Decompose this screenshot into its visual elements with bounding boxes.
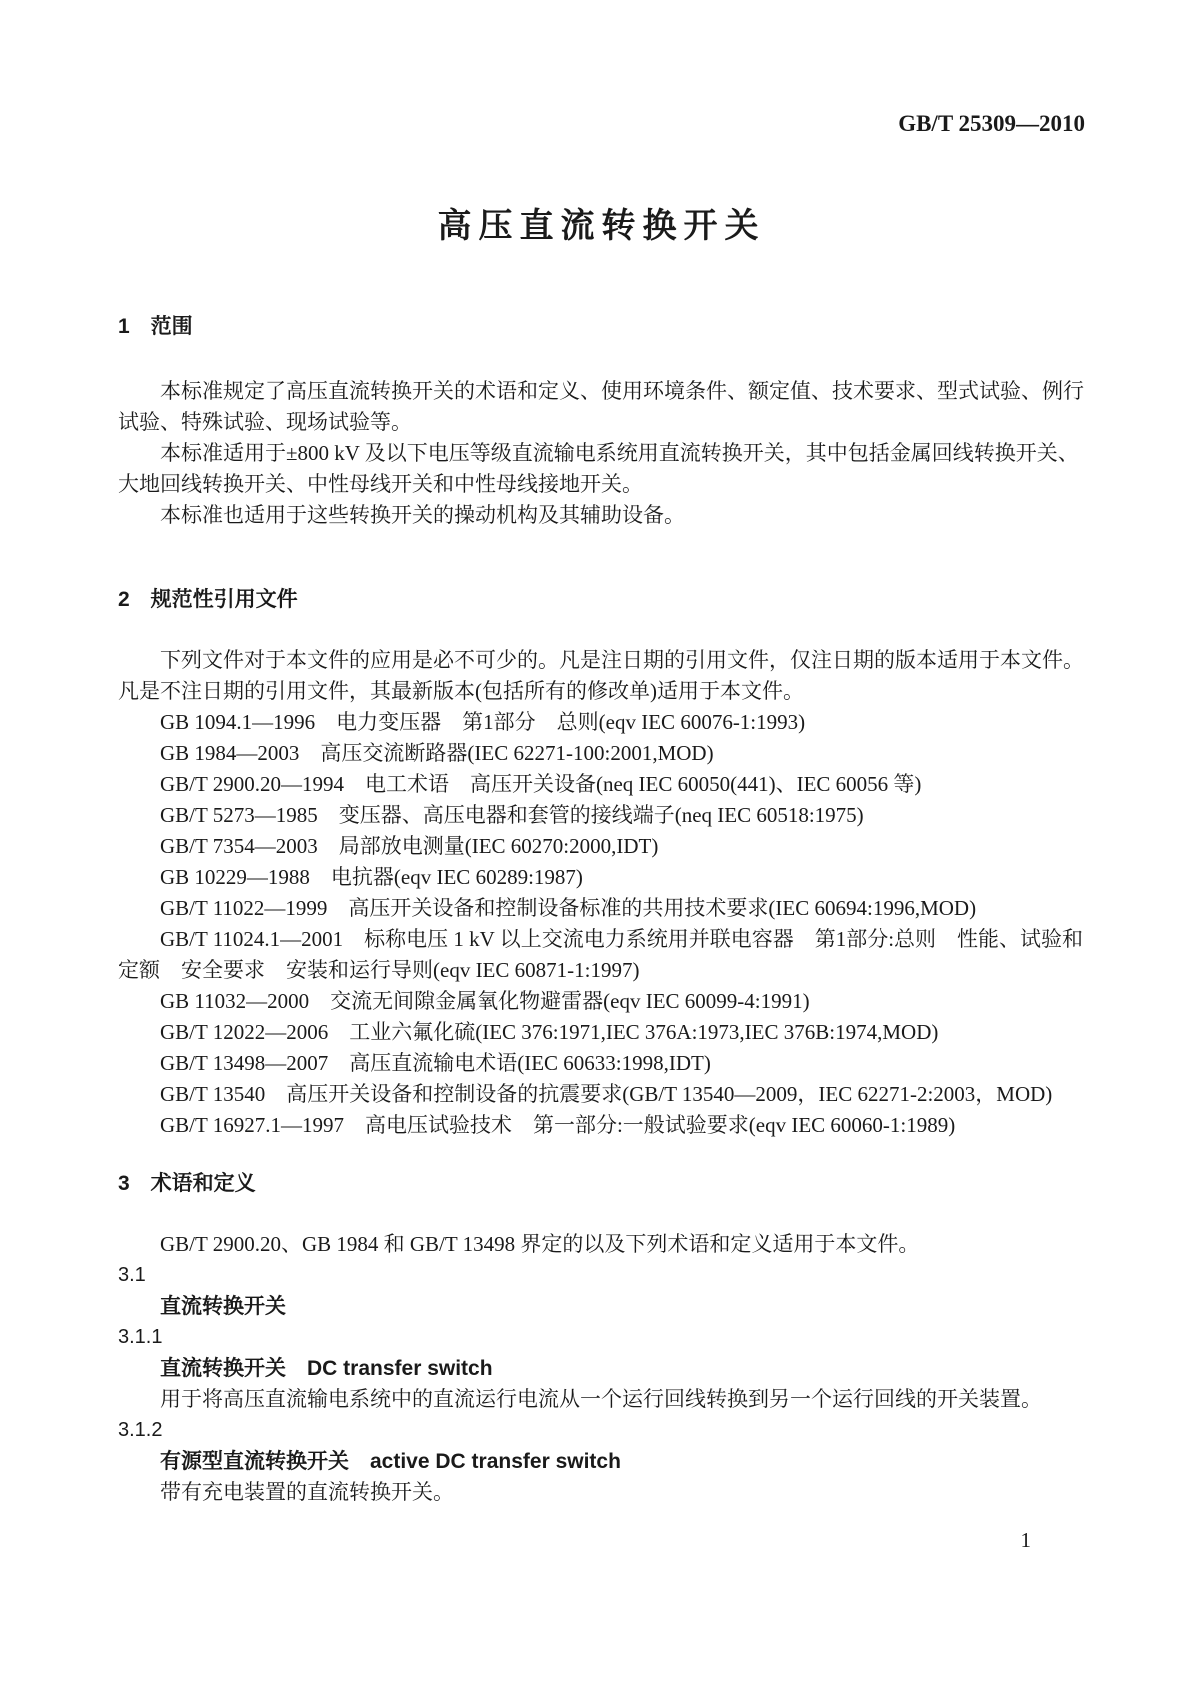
section-1-body — [118, 376, 1085, 531]
section-1-heading: 1 范围 — [118, 315, 193, 338]
reference-item: GB/T 13540 高压开关设备和控制设备的抗震要求(GB/T 13540—2009，IEC 62271-2:2003，MOD) — [160, 1082, 1053, 1106]
reference-item: GB/T 5273—1985 变压器、高压电器和套管的接线端子(neq IEC 60518:1975) — [160, 803, 864, 827]
reference-item: GB/T 16927.1—1997 高电压试验技术 第一部分:一般试验要求(eqv IEC 60060-1:1989) — [160, 1113, 956, 1137]
term-entry — [118, 1260, 1085, 1322]
terms-intro: GB/T 2900.20、GB 1984 和 GB/T 13498 界定的以及下列术语和定义适用于本文件。 — [160, 1232, 920, 1256]
scope-paragraph: 本标准也适用于这些转换开关的操动机构及其辅助设备。 — [160, 503, 685, 527]
reference-item: GB 1094.1—1996 电力变压器 第1部分 总则(eqv IEC 60076-1:1993) — [160, 710, 806, 734]
standard-doc-code: GB/T 25309—2010 — [898, 111, 1085, 136]
term-entry — [118, 1322, 1085, 1415]
section-2-body — [118, 645, 1085, 1141]
document-title: 高压直流转换开关 — [437, 207, 766, 245]
clause-number: 3.1 — [118, 1264, 146, 1286]
clause-number: 3.1.1 — [118, 1326, 163, 1348]
page-number: 1 — [1020, 1528, 1031, 1552]
section-3-body — [118, 1229, 1085, 1508]
reference-item: GB 1984—2003 高压交流断路器(IEC 62271-100:2001,MOD) — [160, 741, 714, 765]
term-title: 直流转换开关 — [160, 1295, 286, 1318]
reference-item: GB/T 2900.20—1994 电工术语 高压开关设备(neq IEC 60050(441)、IEC 60056 等) — [160, 772, 922, 796]
scope-paragraph: 本标准规定了高压直流转换开关的术语和定义、使用环境条件、额定值、技术要求、型式试验、例行试验、特殊试验、现场试验等。 — [118, 379, 1084, 434]
reference-item: GB 11032—2000 交流无间隙金属氧化物避雷器(eqv IEC 60099-4:1991) — [160, 989, 810, 1013]
term-definition: 带有充电装置的直流转换开关。 — [160, 1480, 454, 1504]
reference-item: GB 10229—1988 电抗器(eqv IEC 60289:1987) — [160, 865, 583, 889]
clause-number: 3.1.2 — [118, 1419, 163, 1441]
section-2-heading: 2 规范性引用文件 — [118, 588, 298, 611]
reference-item: GB/T 13498—2007 高压直流输电术语(IEC 60633:1998,IDT) — [160, 1051, 711, 1075]
term-title: 有源型直流转换开关 active DC transfer switch — [160, 1450, 621, 1473]
reference-item: GB/T 7354—2003 局部放电测量(IEC 60270:2000,IDT) — [160, 834, 659, 858]
page-content — [118, 0, 1085, 1508]
section-3-heading: 3 术语和定义 — [118, 1172, 256, 1195]
reference-item: GB/T 11022—1999 高压开关设备和控制设备标准的共用技术要求(IEC 60694:1996,MOD) — [160, 896, 977, 920]
term-entry — [118, 1415, 1085, 1508]
scope-paragraph: 本标准适用于±800 kV 及以下电压等级直流输电系统用直流转换开关，其中包括金属回线转换开关、大地回线转换开关、中性母线开关和中性母线接地开关。 — [118, 441, 1079, 496]
normative-references-intro: 下列文件对于本文件的应用是必不可少的。凡是注日期的引用文件，仅注日期的版本适用于本文件。凡是不注日期的引用文件，其最新版本(包括所有的修改单)适用于本文件。 — [118, 648, 1084, 703]
reference-item: GB/T 12022—2006 工业六氟化硫(IEC 376:1971,IEC 376A:1973,IEC 376B:1974,MOD) — [160, 1020, 939, 1044]
term-title: 直流转换开关 DC transfer switch — [160, 1357, 493, 1380]
reference-item: GB/T 11024.1—2001 标称电压 1 kV 以上交流电力系统用并联电容器 第1部分:总则 性能、试验和定额 安全要求 安装和运行导则(eqv IEC 60871-1:1997) — [118, 927, 1084, 982]
term-definition: 用于将高压直流输电系统中的直流运行电流从一个运行回线转换到另一个运行回线的开关装置。 — [160, 1387, 1042, 1411]
